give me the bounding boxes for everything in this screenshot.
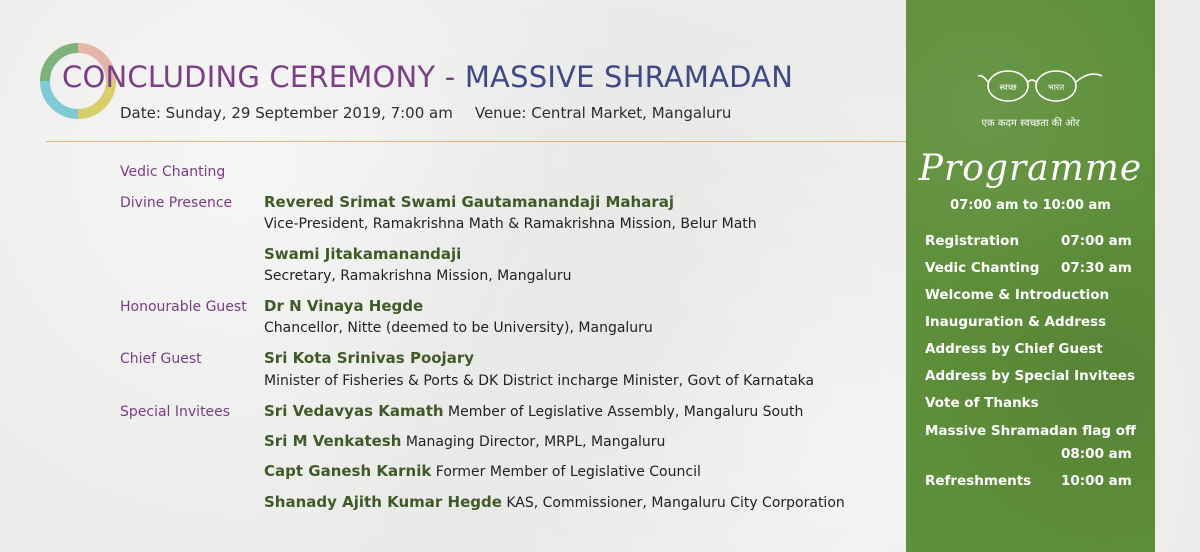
- invitee-desc: Former Member of Legislative Council: [431, 464, 701, 480]
- vedic-chanting-label: Vedic Chanting: [120, 164, 226, 180]
- honourable-guest-name: Dr N Vinaya Hegde: [264, 297, 424, 315]
- invitee-desc: Managing Director, MRPL, Mangaluru: [401, 434, 666, 450]
- programme-heading: Programme: [918, 148, 1143, 189]
- special-invitees-label: Special Invitees: [120, 404, 231, 420]
- title-shramadan: MASSIVE SHRAMADAN: [455, 60, 794, 94]
- invitee-name: Capt Ganesh Karnik: [264, 462, 432, 480]
- programme-item: Address by Special Invitees: [925, 368, 1135, 384]
- programme-item-time: 08:00 am: [1061, 446, 1132, 462]
- invitee-desc: KAS, Commissioner, Mangaluru City Corporation: [501, 495, 845, 511]
- special-invitee-2: [264, 432, 665, 450]
- divine-presence-title-1: Vice-President, Ramakrishna Math & Ramakrishna Mission, Belur Math: [264, 216, 757, 232]
- special-invitee-4: [264, 493, 845, 511]
- logo-word-right: भारत: [1047, 83, 1065, 93]
- honourable-guest-title: Chancellor, Nitte (deemed to be University), Mangaluru: [264, 320, 653, 336]
- page-title: [62, 60, 793, 94]
- date-venue-line: [120, 104, 731, 122]
- programme-item: Massive Shramadan flag off: [925, 423, 1136, 439]
- special-invitee-1: [264, 402, 803, 420]
- divine-presence-label: Divine Presence: [120, 195, 233, 211]
- divine-presence-name-2: Swami Jitakamanandaji: [264, 245, 462, 263]
- programme-panel: [906, 0, 1155, 552]
- programme-item: Welcome & Introduction: [925, 287, 1110, 303]
- chief-guest-title: Minister of Fisheries & Ports & DK District incharge Minister, Govt of Karnataka: [264, 373, 815, 389]
- invitee-name: Sri Vedavyas Kamath: [264, 402, 444, 420]
- event-venue: Venue: Central Market, Mangaluru: [474, 104, 732, 122]
- swachh-bharat-glasses-icon: [978, 68, 1104, 104]
- programme-item: Vedic Chanting: [925, 260, 1040, 276]
- special-invitee-3: [264, 462, 701, 480]
- event-date: Date: Sunday, 29 September 2019, 7:00 am: [120, 104, 453, 122]
- title-initial: C: [62, 60, 83, 94]
- chief-guest-label: Chief Guest: [120, 351, 202, 367]
- invitee-desc: Member of Legislative Assembly, Mangaluru South: [443, 404, 804, 420]
- invitee-name: Shanady Ajith Kumar Hegde: [264, 493, 502, 511]
- invitee-name: Sri M Venkatesh: [264, 432, 402, 450]
- chief-guest-name: Sri Kota Srinivas Poojary: [264, 349, 474, 367]
- title-ceremony: ONCLUDING CEREMONY -: [82, 60, 456, 94]
- swachh-tagline: एक कदम स्वच्छता की ओर: [981, 118, 1080, 129]
- programme-item: Inauguration & Address: [925, 314, 1107, 330]
- programme-item-time: 10:00 am: [1061, 473, 1132, 489]
- divine-presence-name-1: Revered Srimat Swami Gautamanandaji Maharaj: [264, 193, 674, 211]
- honourable-guest-label: Honourable Guest: [120, 299, 247, 315]
- programme-item-time: 07:00 am: [1061, 233, 1132, 249]
- programme-item: Refreshments: [925, 473, 1032, 489]
- logo-word-left: स्वच्छ: [999, 83, 1017, 93]
- programme-item-time: 07:30 am: [1061, 260, 1132, 276]
- programme-time-range: 07:00 am to 10:00 am: [950, 198, 1111, 213]
- programme-item: Vote of Thanks: [925, 395, 1039, 411]
- header-divider: [46, 141, 908, 142]
- divine-presence-title-2: Secretary, Ramakrishna Mission, Mangaluru: [264, 268, 572, 284]
- programme-item: Registration: [925, 233, 1020, 249]
- programme-item: Address by Chief Guest: [925, 341, 1103, 357]
